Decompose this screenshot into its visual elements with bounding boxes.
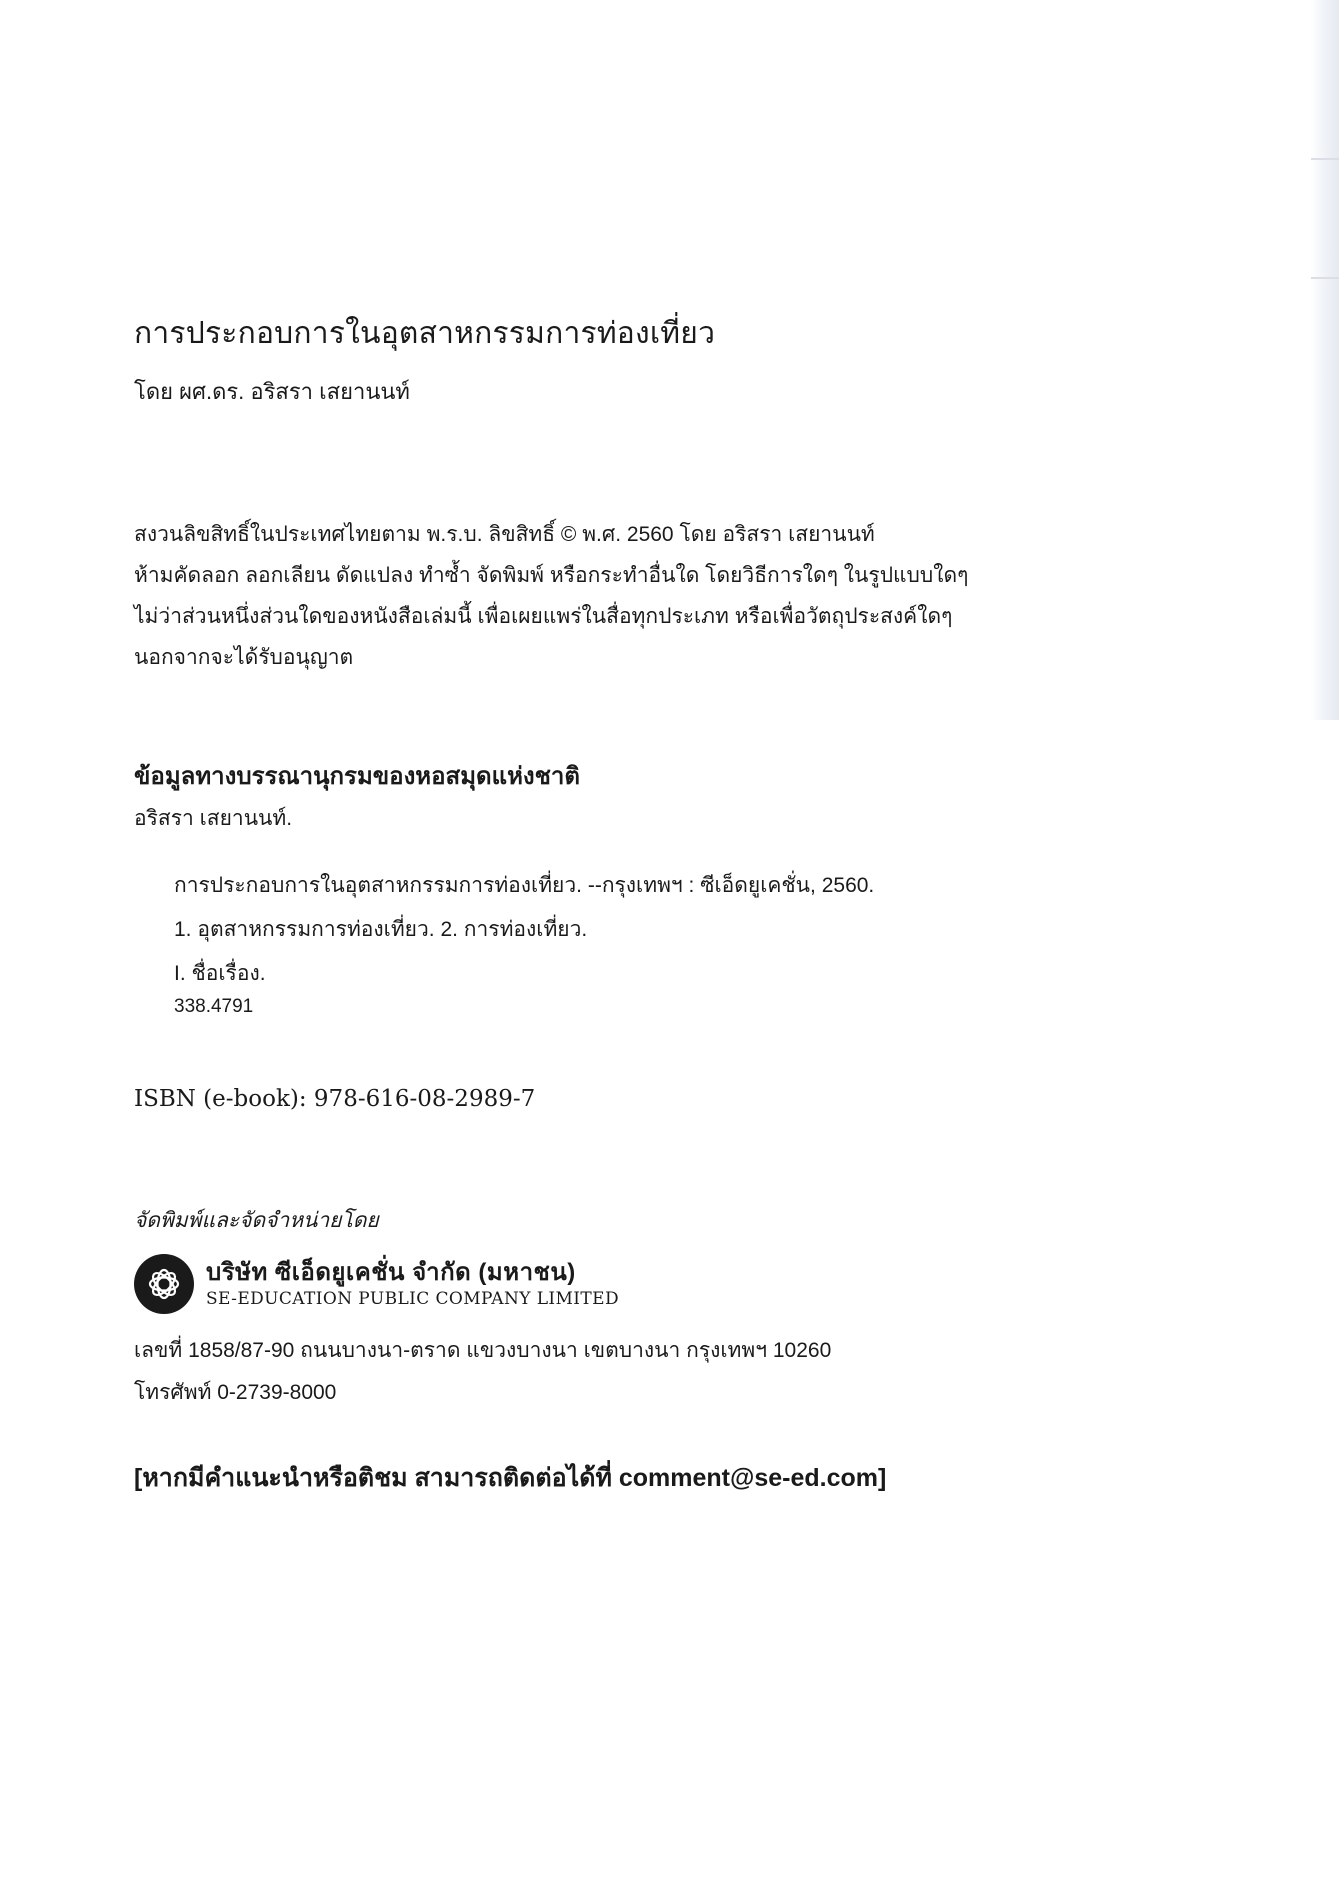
copyright-line: สงวนลิขสิทธิ์ในประเทศไทยตาม พ.ร.บ. ลิขสิทธิ์ © พ.ศ. 2560 โดย อริสรา เสยานนท์	[134, 523, 875, 546]
se-ed-logo-icon	[134, 1254, 194, 1314]
book-title: การประกอบการในอุตสาหกรรมการท่องเที่ยว	[134, 316, 716, 352]
copyright-notice	[134, 514, 968, 678]
publisher-address: เลขที่ 1858/87-90 ถนนบางนา-ตราด แขวงบางนา เขตบางนา กรุงเทพฯ 10260	[134, 1339, 832, 1362]
copyright-line: ห้ามคัดลอก ลอกเลียน ดัดแปลง ทำซ้ำ จัดพิมพ์ หรือกระทำอื่นใด โดยวิธีการใดๆ ในรูปแบบใดๆ	[134, 564, 969, 587]
publisher-label: จัดพิมพ์และจัดจำหน่ายโดย	[134, 1209, 379, 1232]
company-name-english: SE-EDUCATION PUBLIC COMPANY LIMITED	[206, 1289, 619, 1309]
feedback-contact: [หากมีคำแนะนำหรือติชม สามารถติดต่อได้ที่ comment@se-ed.com]	[134, 1464, 887, 1492]
cip-author: อริสรา เสยานนท์.	[134, 807, 293, 830]
cip-classification: 338.4791	[174, 996, 254, 1017]
author-line: โดย ผศ.ดร. อริสรา เสยานนท์	[134, 379, 410, 404]
publisher-phone: โทรศัพท์ 0-2739-8000	[134, 1381, 337, 1404]
cip-subjects: 1. อุตสาหกรรมการท่องเที่ยว. 2. การท่องเที่ยว.	[174, 918, 588, 941]
copyright-line: นอกจากจะได้รับอนุญาต	[134, 646, 354, 669]
cip-heading: ข้อมูลทางบรรณานุกรมของหอสมุดแห่งชาติ	[134, 763, 580, 790]
isbn: ISBN (e-book): 978-616-08-2989-7	[134, 1086, 536, 1112]
copyright-line: ไม่ว่าส่วนหนึ่งส่วนใดของหนังสือเล่มนี้ เพื่อเผยแพร่ในสื่อทุกประเภท หรือเพื่อวัตถุประสงค์ใดๆ	[134, 605, 953, 628]
company-name-thai: บริษัท ซีเอ็ดยูเคชั่น จำกัด (มหาชน)	[206, 1259, 576, 1286]
publisher-logo	[134, 1252, 619, 1316]
cip-title-entry: I. ชื่อเรื่อง.	[174, 962, 266, 985]
cip-entry-title: การประกอบการในอุตสาหกรรมการท่องเที่ยว. --กรุงเทพฯ : ซีเอ็ดยูเคชั่น, 2560.	[174, 874, 875, 897]
page-edge-shadow	[1311, 0, 1339, 720]
